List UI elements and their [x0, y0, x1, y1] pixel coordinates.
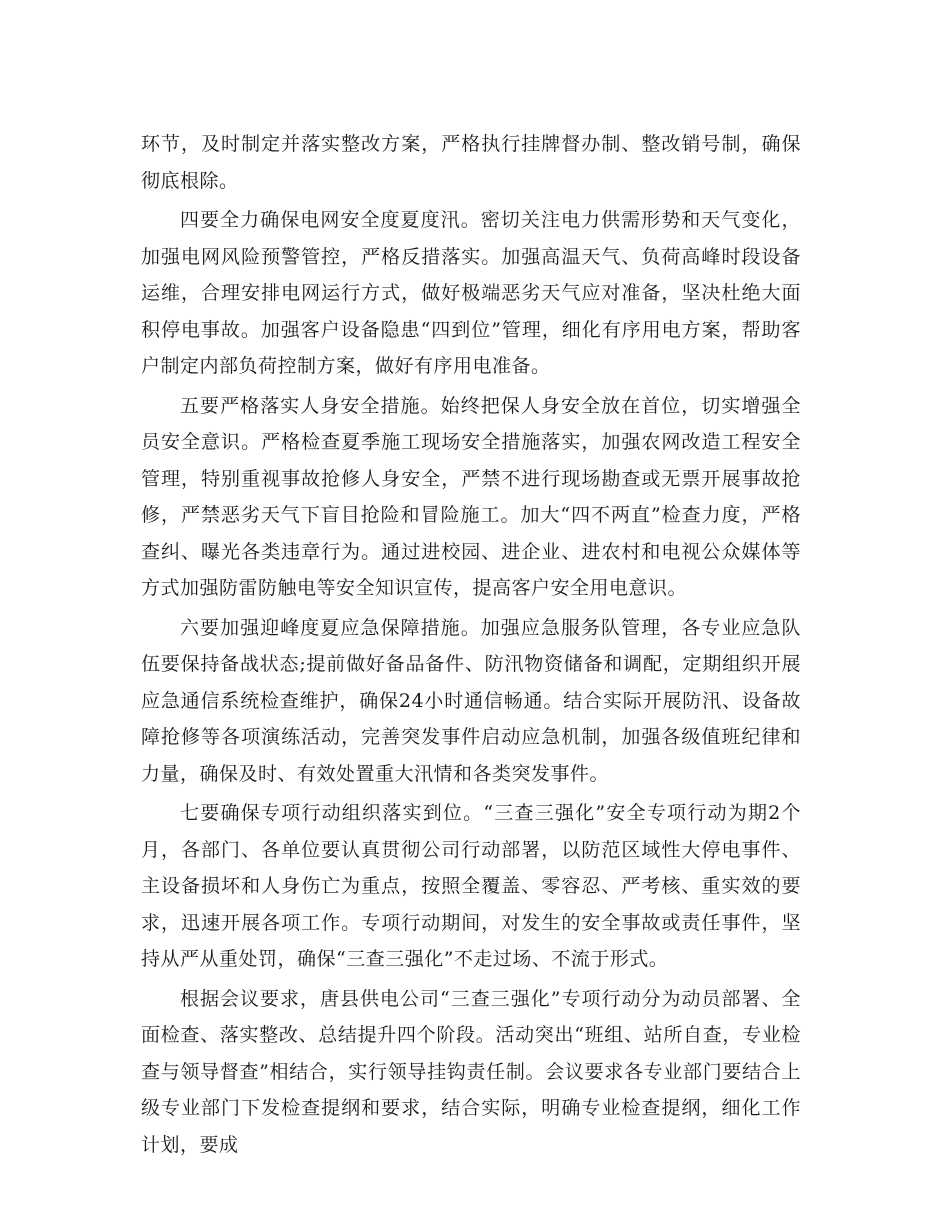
paragraph-item-five: 五要严格落实人身安全措施。始终把保人身安全放在首位，切实增强全员安全意识。严格检查夏季施工现场安全措施落实，加强农网改造工程安全管理，特别重视事故抢修人身安全，严禁不进行现场勘查或无票开展事故抢修，严禁恶劣天气下盲目抢险和冒险施工。加大“四不两直”检查力度，严格查纠、曝光各类违章行为。通过进校园、进企业、进农村和电视公众媒体等方式加强防雷防触电等安全知识宣传，提高客户安全用电意识。: [141, 394, 801, 599]
document-page: [141, 126, 801, 1166]
paragraph-item-four: 四要全力确保电网安全度夏度汛。密切关注电力供需形势和天气变化，加强电网风险预警管控，严格反措落实。加强高温天气、负荷高峰时段设备运维，合理安排电网运行方式，做好极端恶劣天气应对准备，坚决杜绝大面积停电事故。加强客户设备隐患“四到位”管理，细化有序用电方案，帮助客户制定内部负荷控制方案，做好有序用电准备。: [141, 209, 801, 377]
paragraph-continuation: 环节，及时制定并落实整改方案，严格执行挂牌督办制、整改销号制，确保彻底根除。: [141, 133, 801, 192]
paragraph-meeting-requirements: 根据会议要求，唐县供电公司“三查三强化”专项行动分为动员部署、全面检查、落实整改、总结提升四个阶段。活动突出“班组、站所自查，专业检查与领导督查”相结合，实行领导挂钩责任制。会议要求各专业部门要结合上级专业部门下发检查提纲和要求，结合实际，明确专业检查提纲，细化工作计划，要成: [141, 987, 801, 1156]
paragraph-item-seven: 七要确保专项行动组织落实到位。“三查三强化”安全专项行动为期2个月，各部门、各单位要认真贯彻公司行动部署，以防范区域性大停电事件、主设备损坏和人身伤亡为重点，按照全覆盖、零容忍、严考核、重实效的要求，迅速开展各项工作。专项行动期间，对发生的安全事故或责任事件，坚持从严从重处罚，确保“三查三强化”不走过场、不流于形式。: [141, 802, 801, 970]
paragraph-item-six: 六要加强迎峰度夏应急保障措施。加强应急服务队管理，各专业应急队伍要保持备战状态;提前做好备品备件、防汛物资储备和调配，定期组织开展应急通信系统检查维护，确保24小时通信畅通。结合实际开展防汛、设备故障抢修等各项演练活动，完善突发事件启动应急机制，加强各级值班纪律和力量，确保及时、有效处置重大汛情和各类突发事件。: [141, 616, 801, 785]
